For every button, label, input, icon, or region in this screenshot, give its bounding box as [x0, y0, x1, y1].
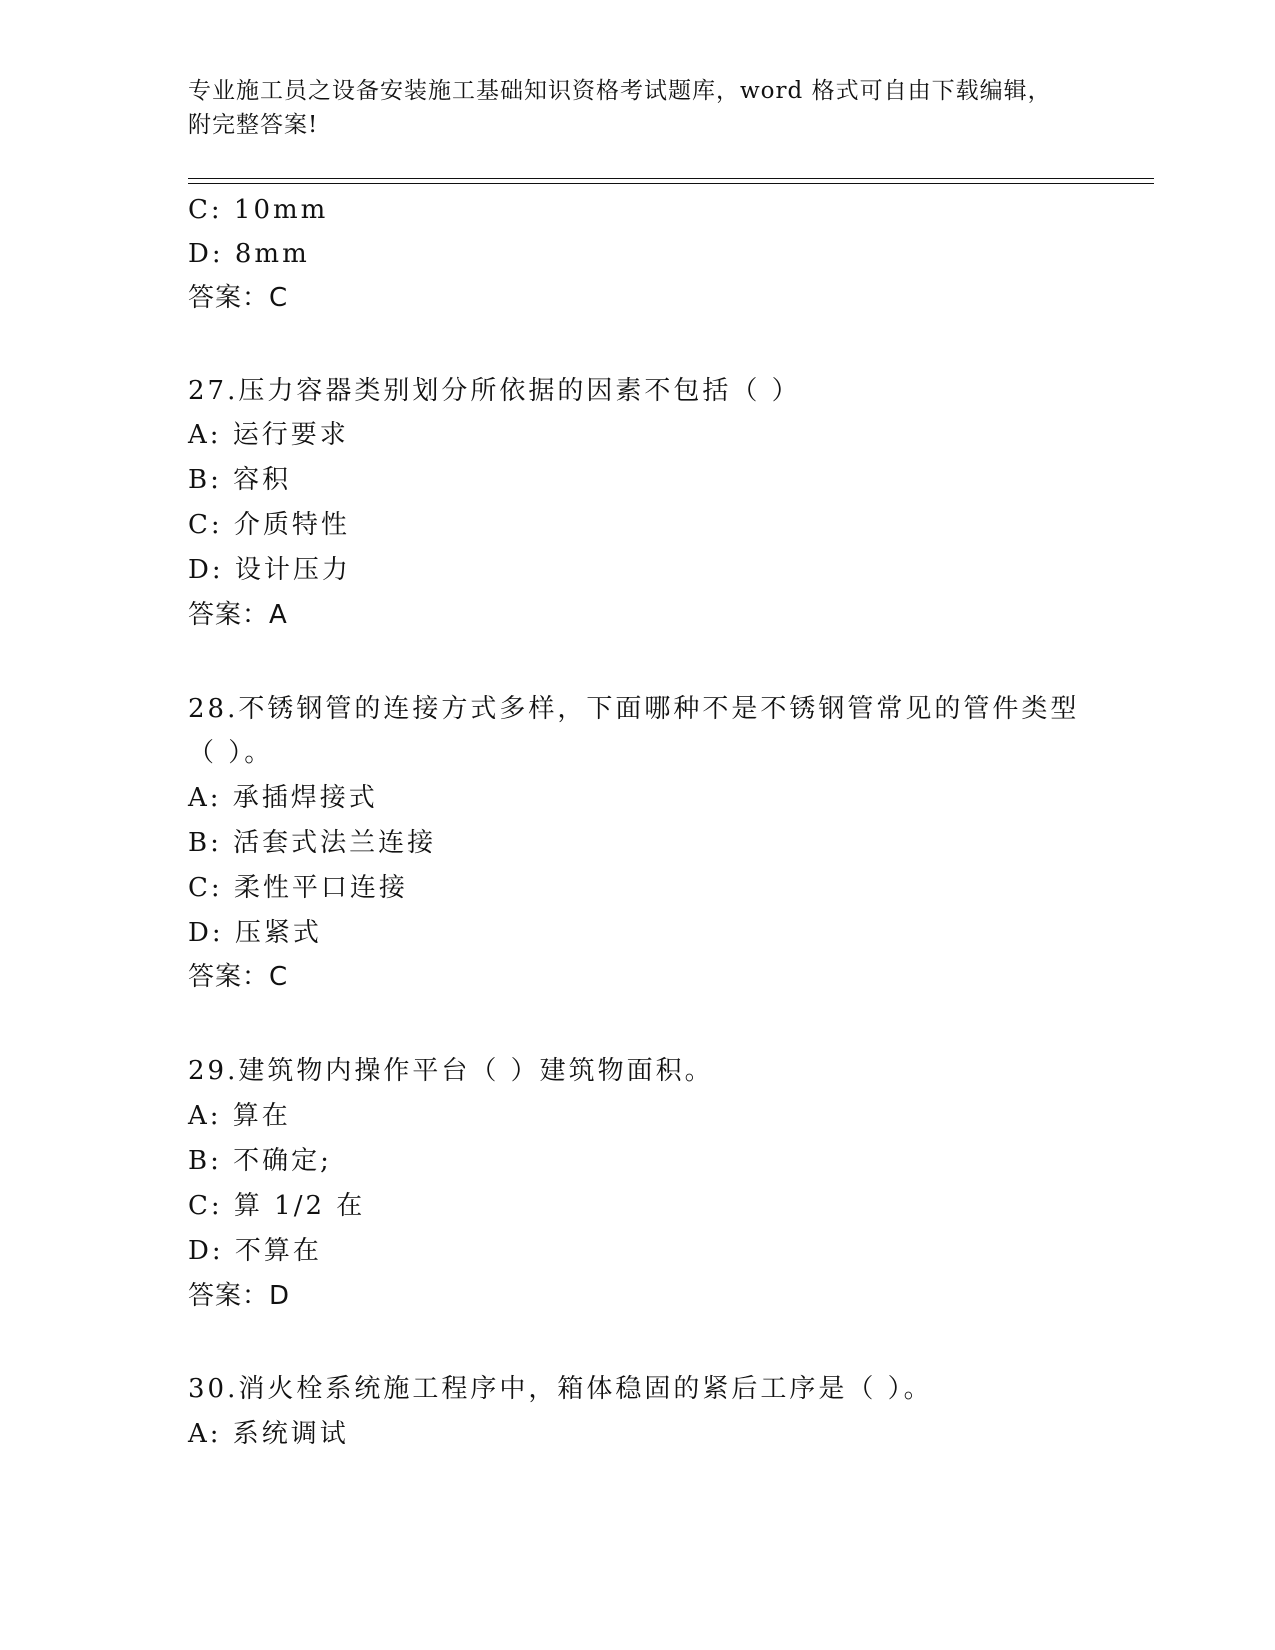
header-divider-bottom [188, 183, 1154, 184]
header-line-2: 附完整答案! [188, 112, 319, 138]
option-c: C: 10mm [188, 195, 329, 225]
question-27-answer: 答案：A [188, 600, 288, 630]
question-29-option-b: B: 不确定; [188, 1146, 332, 1176]
question-27-option-b: B: 容积 [188, 465, 292, 495]
option-d: D: 8mm [188, 239, 310, 269]
question-28-option-b: B: 活套式法兰连接 [188, 828, 437, 858]
header-line-1: 专业施工员之设备安装施工基础知识资格考试题库，word 格式可自由下载编辑， [188, 78, 1052, 104]
question-27-option-c: C: 介质特性 [188, 510, 350, 540]
question-28-option-c: C: 柔性平口连接 [188, 873, 408, 903]
question-28-answer: 答案：C [188, 962, 289, 992]
question-29-option-c: C: 算 1/2 在 [188, 1191, 366, 1221]
question-29-option-d: D: 不算在 [188, 1236, 322, 1266]
question-29-stem: 29.建筑物内操作平台（ ）建筑物面积。 [188, 1056, 714, 1086]
question-29-answer: 答案：D [188, 1281, 291, 1311]
question-28-stem: 28.不锈钢管的连接方式多样，下面哪种不是不锈钢管常见的管件类型 [188, 694, 1080, 724]
document-header [188, 74, 1088, 142]
question-28-option-d: D: 压紧式 [188, 918, 322, 948]
question-28-option-a: A: 承插焊接式 [188, 783, 378, 813]
question-27-option-d: D: 设计压力 [188, 555, 351, 585]
question-30-option-a: A: 系统调试 [188, 1419, 349, 1449]
question-29-option-a: A: 算在 [188, 1101, 291, 1131]
header-divider-top [188, 178, 1154, 179]
question-28-stem-continued: （ ）。 [188, 738, 274, 768]
answer-line: 答案：C [188, 283, 289, 313]
question-27-option-a: A: 运行要求 [188, 420, 349, 450]
question-30-stem: 30.消火栓系统施工程序中，箱体稳固的紧后工序是（ ）。 [188, 1374, 933, 1404]
question-27-stem: 27.压力容器类别划分所依据的因素不包括（ ） [188, 376, 801, 406]
